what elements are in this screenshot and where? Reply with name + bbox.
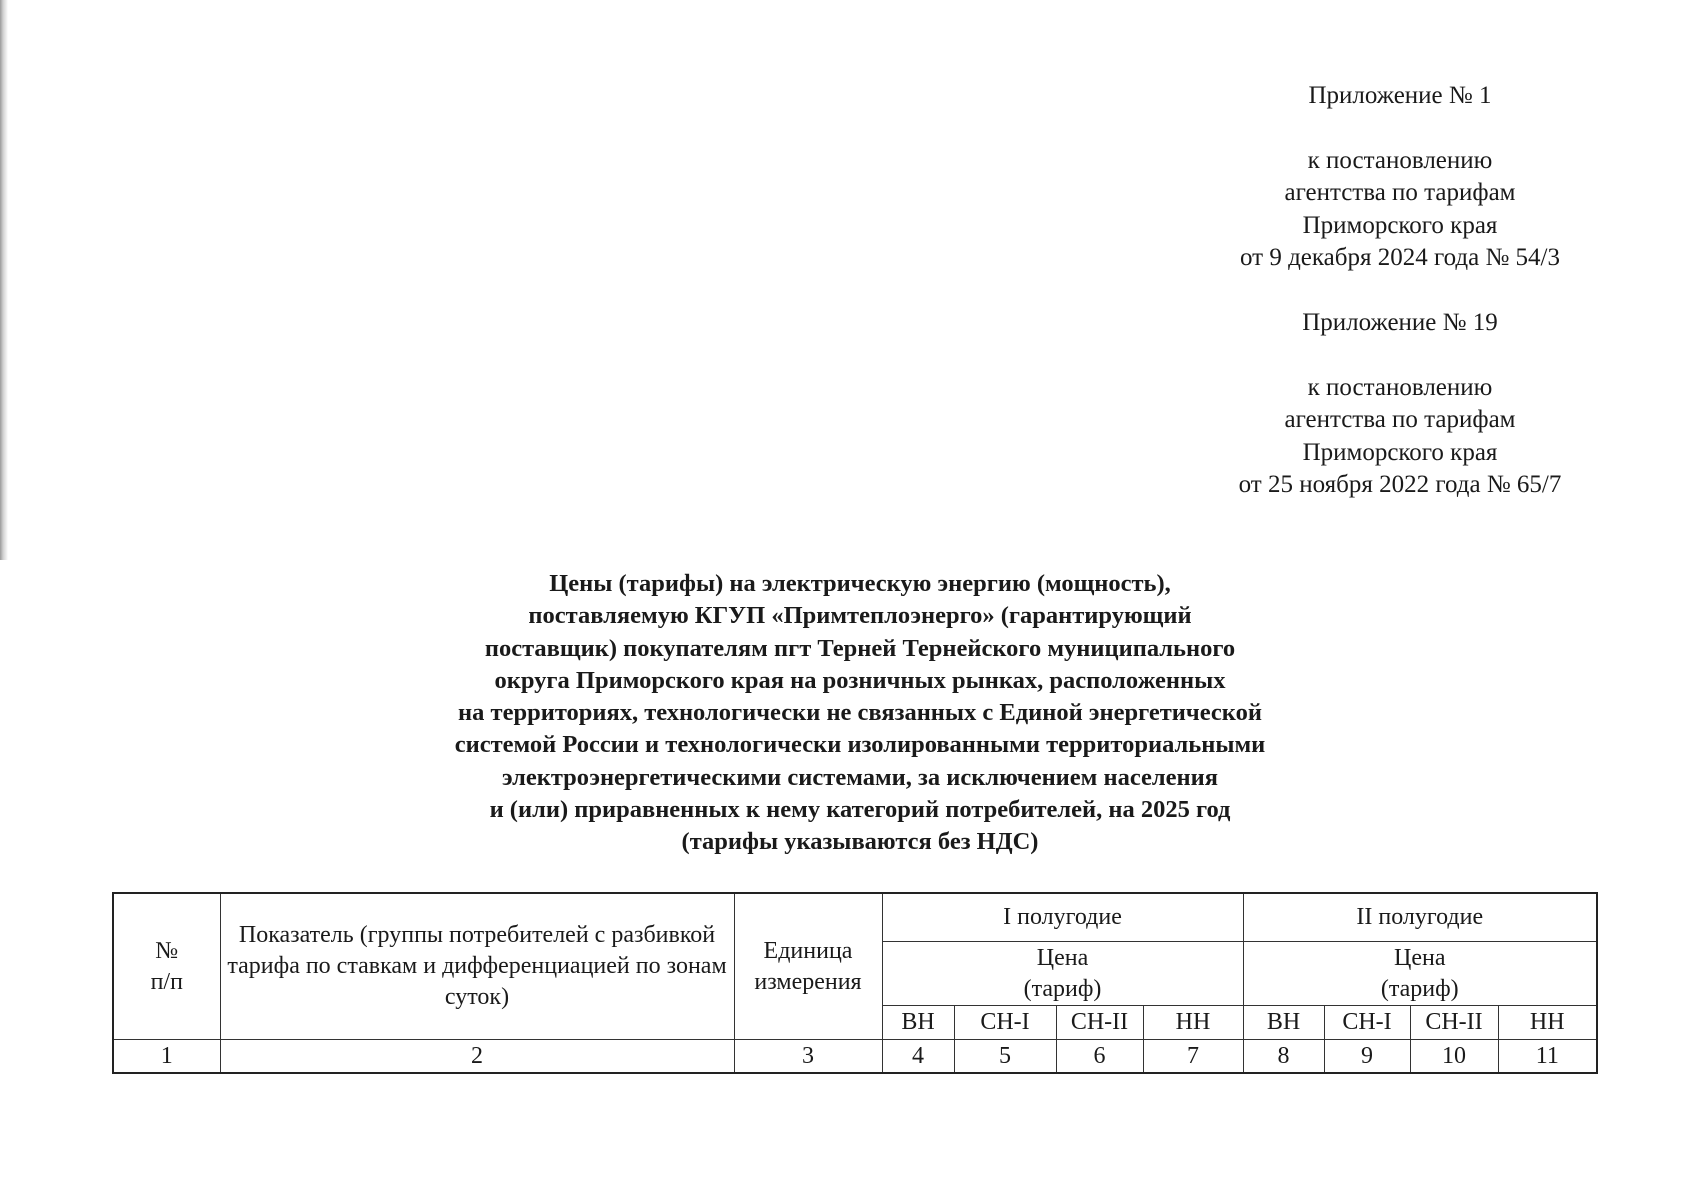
tariff-table <box>112 892 1598 1074</box>
header-unit: Единица измерения <box>734 893 882 1040</box>
appendix-19-header <box>1150 307 1650 502</box>
appendix-date-line: от 9 декабря 2024 года № 54/3 <box>1239 244 1561 271</box>
title-line: на территориях, технологически не связанных с Единой энергетической <box>458 699 1262 727</box>
appendix-number: Приложение № 19 <box>1302 309 1498 336</box>
column-number: 3 <box>734 1040 882 1074</box>
appendix-line: Приморского края <box>1302 438 1498 466</box>
header-level-vn: ВН <box>1243 1006 1324 1040</box>
column-number: 11 <box>1498 1040 1597 1074</box>
appendix-line: агентства по тарифам <box>1284 179 1516 206</box>
title-line: системой России и технологически изолированными территориальными <box>454 731 1266 759</box>
header-row-number: № п/п <box>113 893 220 1040</box>
title-line: и (или) приравненных к нему категорий потребителей, на 2025 год <box>489 796 1231 824</box>
header-indicator: Показатель (группы потребителей с разбивкой тарифа по ставкам и дифференциацией по зонам суток) <box>220 893 734 1040</box>
header-level-nn: НН <box>1498 1006 1597 1040</box>
appendix-line: Приморского края <box>1302 211 1498 239</box>
title-line: поставляемую КГУП «Примтеплоэнерго» (гарантирующий <box>528 602 1192 630</box>
title-line: электроэнергетическими системами, за исключением населения <box>501 763 1219 791</box>
document-title <box>300 568 1420 859</box>
appendix-1-header <box>1150 80 1650 275</box>
column-number: 2 <box>220 1040 734 1074</box>
column-number: 8 <box>1243 1040 1324 1074</box>
title-line: (тарифы указываются без НДС) <box>681 828 1039 856</box>
header-period-1: I полугодие <box>882 893 1243 942</box>
column-number-row <box>113 1040 1597 1074</box>
header-period-2: II полугодие <box>1243 893 1597 942</box>
scan-shadow-edge <box>0 0 8 560</box>
appendix-line: к постановлению <box>1307 373 1493 401</box>
header-level-sn2: СН-II <box>1056 1006 1143 1040</box>
header-level-sn2: СН-II <box>1410 1006 1498 1040</box>
column-number: 10 <box>1410 1040 1498 1074</box>
header-level-vn: ВН <box>882 1006 954 1040</box>
column-number: 7 <box>1143 1040 1243 1074</box>
appendix-date-line: от 25 ноября 2022 года № 65/7 <box>1238 471 1562 498</box>
column-number: 4 <box>882 1040 954 1074</box>
appendix-number: Приложение № 1 <box>1308 82 1492 109</box>
header-price-1: Цена (тариф) <box>882 942 1243 1006</box>
header-level-sn1: СН-I <box>1324 1006 1410 1040</box>
header-level-nn: НН <box>1143 1006 1243 1040</box>
title-line: Цены (тарифы) на электрическую энергию (мощность), <box>549 570 1171 597</box>
title-line: округа Приморского края на розничных рынках, расположенных <box>494 666 1226 694</box>
header-level-sn1: СН-I <box>954 1006 1056 1040</box>
appendix-line: к постановлению <box>1307 146 1493 174</box>
column-number: 6 <box>1056 1040 1143 1074</box>
column-number: 1 <box>113 1040 220 1074</box>
title-line: поставщик) покупателям пгт Терней Тернейского муниципального <box>484 634 1236 662</box>
column-number: 5 <box>954 1040 1056 1074</box>
column-number: 9 <box>1324 1040 1410 1074</box>
appendix-line: агентства по тарифам <box>1284 406 1516 433</box>
header-price-2: Цена (тариф) <box>1243 942 1597 1006</box>
